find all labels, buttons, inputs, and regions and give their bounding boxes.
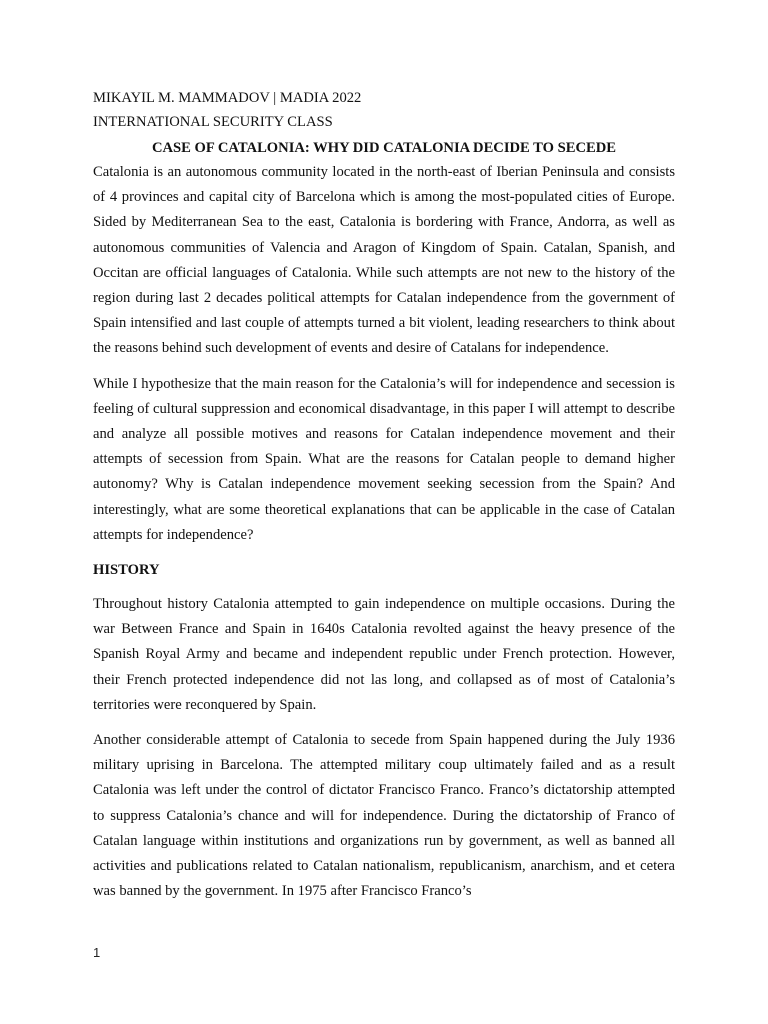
document-page	[93, 86, 675, 914]
intro-paragraph-2: While I hypothesize that the main reason for the Catalonia’s will for independence and secession is feeling of cultural suppression and economical disadvantage, in this paper I will attempt to describe and analyze all possible motives and reasons for Catalan independence movement and their attempts of secession from Spain. What are the reasons for Catalan people to demand higher autonomy? Why is Catalan independence movement seeking secession from the Spain? And interestingly, what are some theoretical explanations that can be applicable in the case of Catalan attempts for independence?	[93, 375, 675, 543]
document-title: CASE OF CATALONIA: WHY DID CATALONIA DECIDE TO SECEDE	[151, 140, 617, 156]
class-line: INTERNATIONAL SECURITY CLASS	[93, 114, 333, 130]
intro-paragraph-1: Catalonia is an autonomous community located in the north-east of Iberian Peninsula and consists of 4 provinces and capital city of Barcelona which is among the most-populated cities of Europe. Sided by Mediterranean Sea to the east, Catalonia is bordering with France, Andorra, as well as autonomous communities of Valencia and Aragon of Kingdom of Spain. Catalan, Spanish, and Occitan are official languages of Catalonia. While such attempts are not new to the history of the region during last 2 decades political attempts for Catalan independence from the government of Spain intensified and last couple of attempts turned a bit violent, leading researchers to think about the reasons behind such development of events and desire of Catalans for independence.	[93, 164, 675, 357]
history-paragraph-2: Another considerable attempt of Catalonia to secede from Spain happened during the July 1936 military uprising in Barcelona. The attempted military coup ultimately failed and as a result Catalonia was left under the control of dictator Francisco Franco. Franco’s dictatorship attempted to suppress Catalonia’s chance and will for independence. During the dictatorship of Franco of Catalan language within institutions and organizations run by government, as well as banned all activities and publications related to Catalan nationalism, republicanism, anarchism, and et cetera was banned by the government. In 1975 after Francisco Franco’s	[93, 732, 675, 900]
history-heading: HISTORY	[93, 562, 160, 579]
author-line: MIKAYIL M. MAMMADOV | MADIA 2022	[93, 90, 362, 106]
history-paragraph-1: Throughout history Catalonia attempted to gain independence on multiple occasions. During the war Between France and Spain in 1640s Catalonia revolted against the heavy presence of the Spanish Royal Army and became and independent republic under French protection. However, their French protected independence did not las long, and collapsed as of most of Catalonia’s territories were reconquered by Spain.	[93, 596, 675, 713]
page-number: 1	[93, 945, 101, 960]
